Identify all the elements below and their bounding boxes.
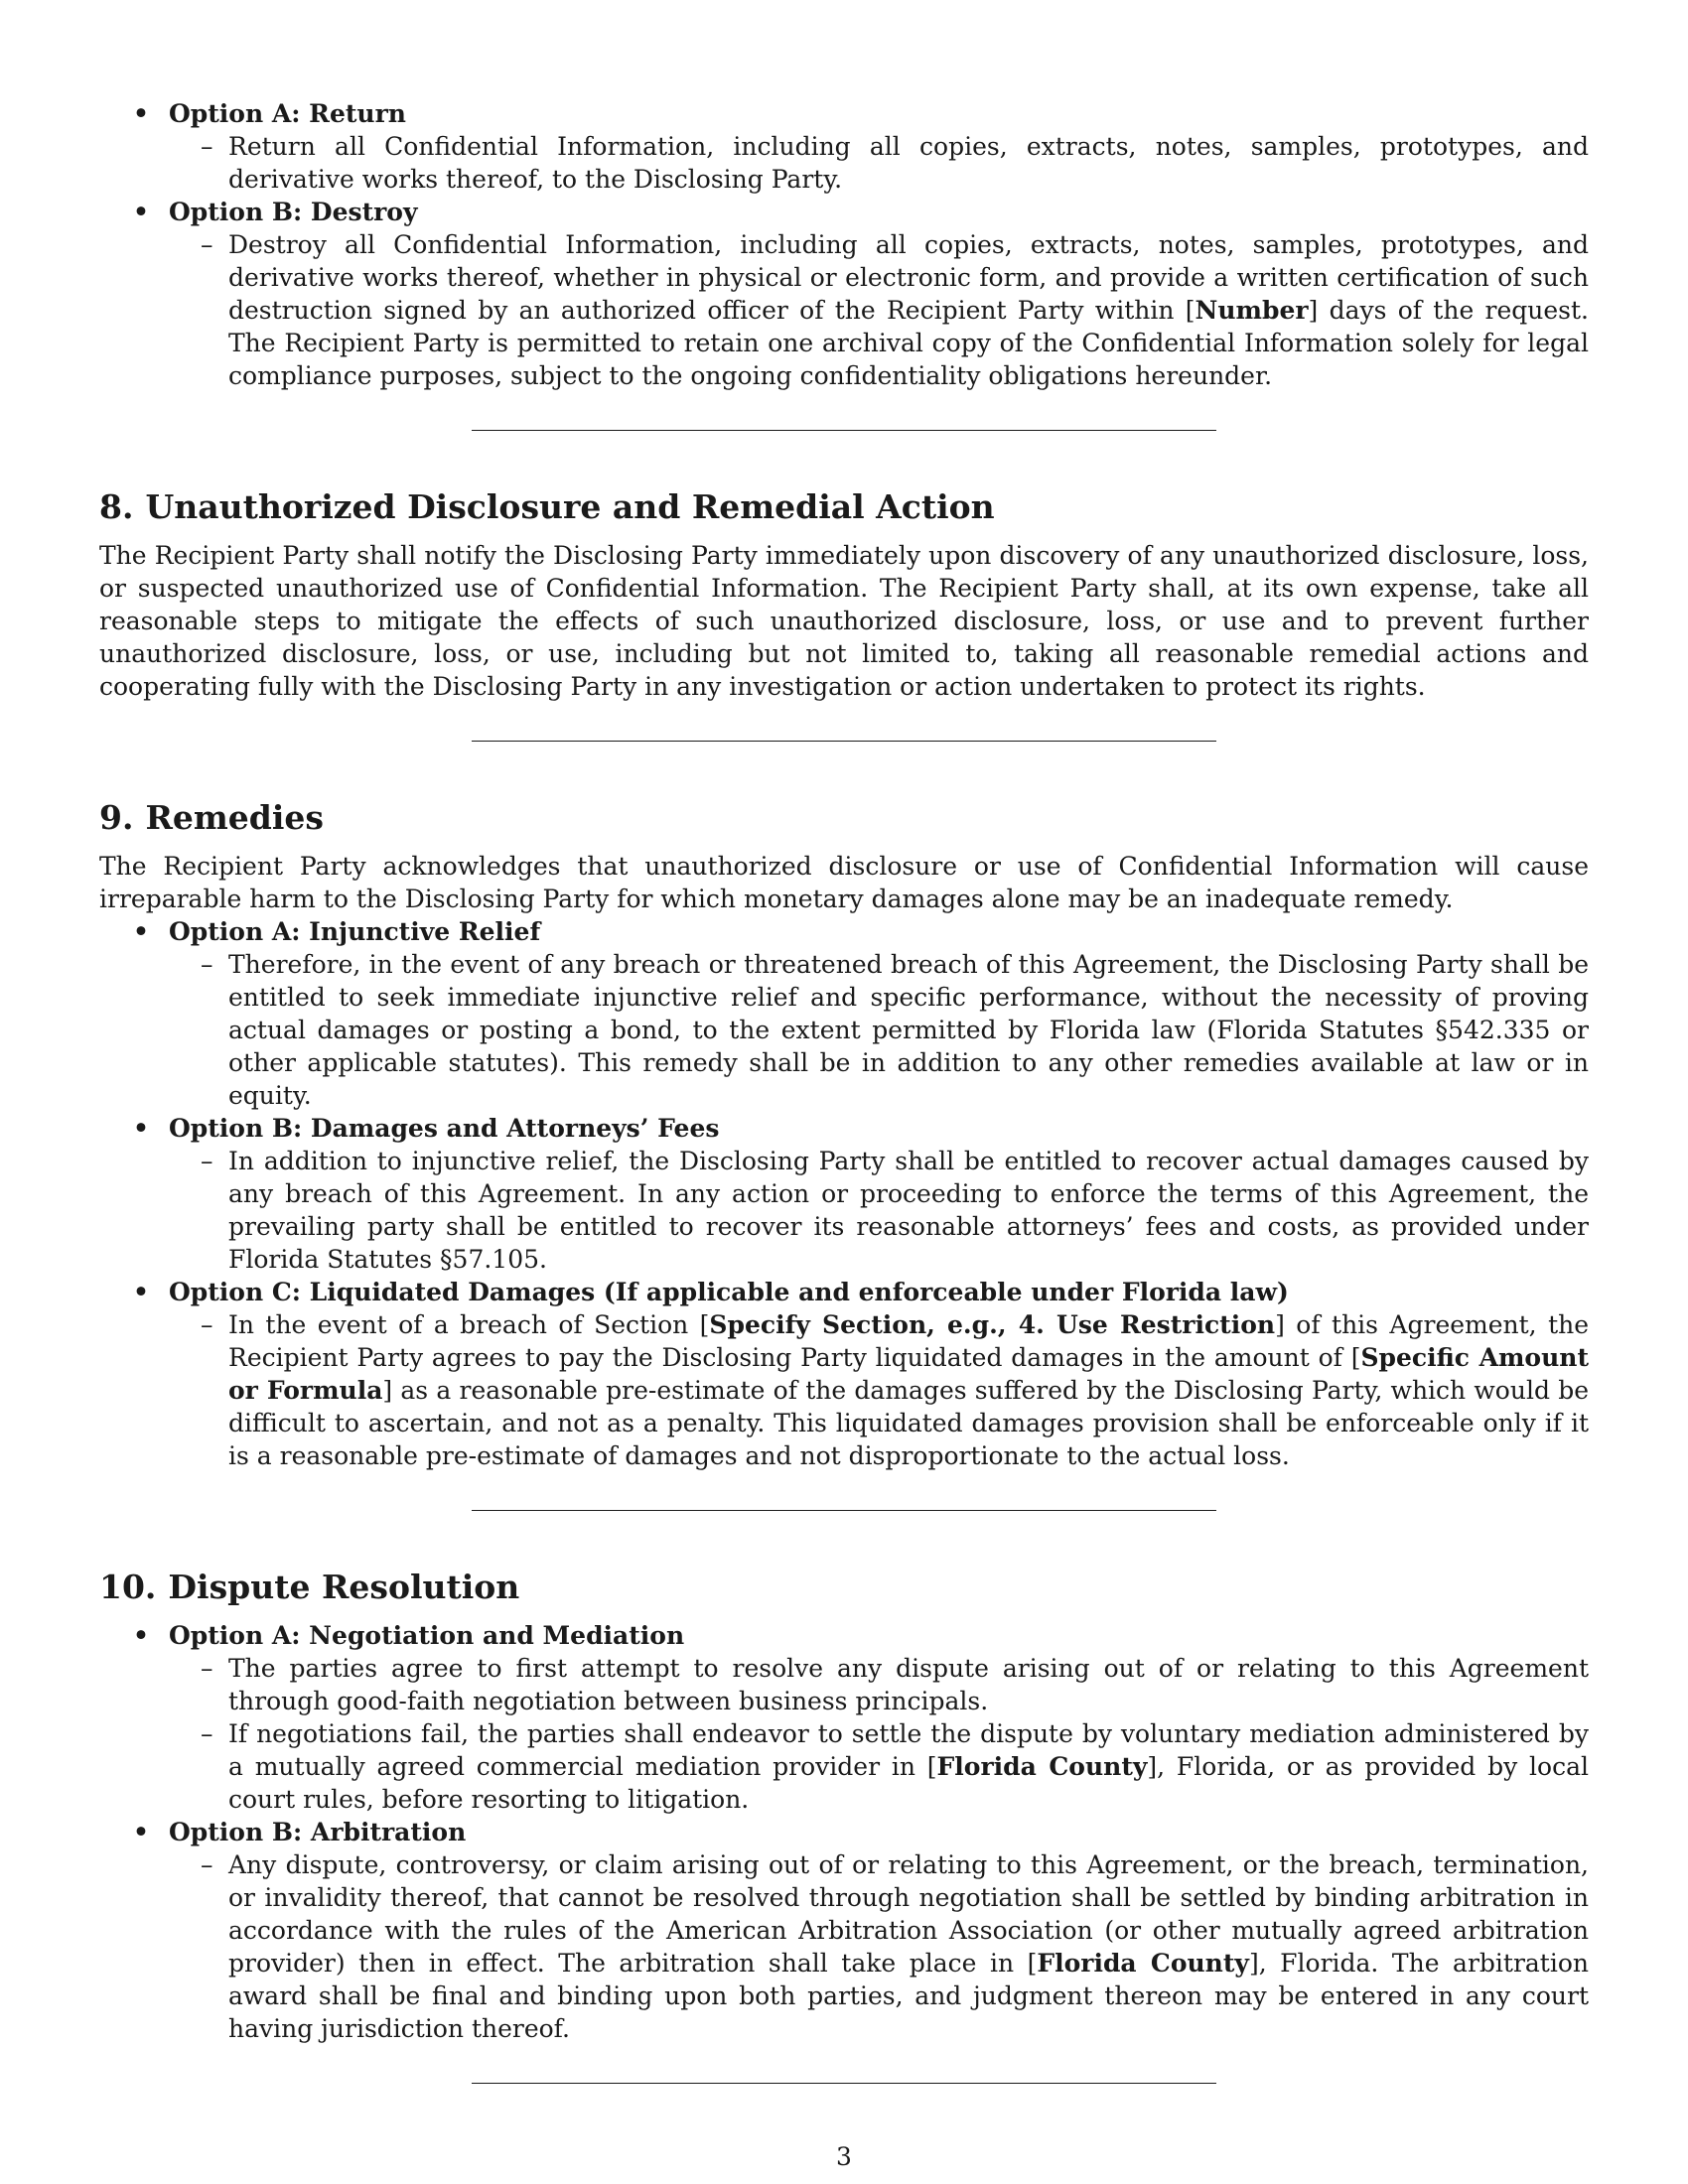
bullet: •	[133, 917, 149, 946]
option-title: Option C: Liquidated Damages (If applicable and enforceable under Florida law)	[169, 1278, 1289, 1306]
dash: –	[201, 230, 213, 259]
section-heading: 9. Remedies	[99, 798, 324, 837]
dash: –	[201, 950, 213, 979]
dash: –	[201, 1850, 213, 1879]
section-divider	[472, 2083, 1216, 2084]
bullet: •	[133, 198, 149, 226]
section-7-options	[99, 97, 1589, 392]
option-arbitration	[99, 1816, 1589, 2045]
option-destroy	[99, 196, 1589, 392]
bullet: •	[133, 99, 149, 128]
option-item: – Any dispute, controversy, or claim arising out of or relating to this Agreement, or the breach, termination, or invalidity thereof, that cannot be resolved through negotiation shall be settled by binding arbitration in accordance with the rules of the American Arbitration Association (or other mutually agreed arbitration provider) then in effect. The arbitration shall take place in [Florida County], Florida. The arbitration award shall be final and binding upon both parties, and judgment thereon may be entered in any court having jurisdiction thereof.	[201, 1850, 1589, 2043]
option-item: – Destroy all Confidential Information, including all copies, extracts, notes, samples, prototypes, and derivative works thereof, whether in physical or electronic form, and provide a written certification of such destruction signed by an authorized officer of the Recipient Party within [Number] days of the request. The Recipient Party is permitted to retain one archival copy of the Confidential Information solely for legal compliance purposes, subject to the ongoing confidentiality obligations hereunder.	[201, 230, 1589, 390]
option-title: Option A: Injunctive Relief	[169, 917, 541, 946]
option-liquidated-damages	[99, 1276, 1589, 1472]
option-title: Option B: Damages and Attorneys’ Fees	[169, 1114, 720, 1143]
bullet: •	[133, 1278, 149, 1306]
section-heading: 8. Unauthorized Disclosure and Remedial Action	[99, 487, 995, 526]
section-9-options	[99, 915, 1589, 1472]
dash: –	[201, 1719, 213, 1748]
option-item: – If negotiations fail, the parties shall endeavor to settle the dispute by voluntary mediation administered by a mutually agreed commercial mediation provider in [Florida County], Florida, or as provided by local court rules, before resorting to litigation.	[201, 1719, 1589, 1814]
option-item: – Return all Confidential Information, including all copies, extracts, notes, samples, prototypes, and derivative works thereof, to the Disclosing Party.	[201, 132, 1589, 194]
placeholder-amount: Specific Amount or Formula	[228, 1343, 1589, 1405]
dash: –	[201, 132, 213, 161]
document-page	[99, 97, 1589, 2084]
placeholder-county: Florida County	[1037, 1949, 1249, 1978]
dash: –	[201, 1310, 213, 1339]
page-number: 3	[836, 2142, 852, 2171]
section-10-options	[99, 1619, 1589, 2045]
option-item: – The parties agree to first attempt to resolve any dispute arising out of or relating to this Agreement through good-faith negotiation between business principals.	[201, 1654, 1589, 1715]
section-8-body: The Recipient Party shall notify the Disclosing Party immediately upon discovery of any unauthorized disclosure, loss, or suspected unauthorized use of Confidential Information. The Recipient Party shall, at its own expense, take all reasonable steps to mitigate the effects of such unauthorized disclosure, loss, or use and to prevent further unauthorized disclosure, loss, or use, including but not limited to, taking all reasonable remedial actions and cooperating fully with the Disclosing Party in any investigation or action undertaken to protect its rights.	[99, 541, 1589, 701]
option-return	[99, 97, 1589, 196]
option-item: – In the event of a breach of Section [Specify Section, e.g., 4. Use Restriction] of this Agreement, the Recipient Party agrees to pay the Disclosing Party liquidated damages in the amount of [Specific Amount or Formula] as a reasonable pre-estimate of the damages suffered by the Disclosing Party, which would be difficult to ascertain, and not as a penalty. This liquidated damages provision shall be enforceable only if it is a reasonable pre-estimate of damages and not disproportionate to the actual loss.	[201, 1310, 1590, 1470]
option-title: Option B: Arbitration	[169, 1818, 467, 1846]
section-heading: 10. Dispute Resolution	[99, 1568, 520, 1606]
option-title: Option A: Return	[169, 99, 406, 128]
option-injunctive-relief	[99, 915, 1589, 1112]
bullet: •	[133, 1621, 149, 1650]
placeholder-number: Number	[1195, 296, 1309, 325]
section-9-intro: The Recipient Party acknowledges that unauthorized disclosure or use of Confidential Information will cause irreparable harm to the Disclosing Party for which monetary damages alone may be an inadequate remedy.	[99, 852, 1589, 913]
option-item: – Therefore, in the event of any breach or threatened breach of this Agreement, the Disclosing Party shall be entitled to seek immediate injunctive relief and specific performance, without the necessity of proving actual damages or posting a bond, to the extent permitted by Florida law (Florida Statutes §542.335 or other applicable statutes). This remedy shall be in addition to any other remedies available at law or in equity.	[201, 950, 1589, 1110]
option-damages-fees	[99, 1112, 1589, 1276]
dash: –	[201, 1147, 213, 1175]
option-title: Option B: Destroy	[169, 198, 418, 226]
bullet: •	[133, 1818, 149, 1846]
placeholder-county: Florida County	[936, 1752, 1148, 1781]
bullet: •	[133, 1114, 149, 1143]
option-title: Option A: Negotiation and Mediation	[169, 1621, 685, 1650]
option-negotiation-mediation	[99, 1619, 1589, 1816]
option-item: – In addition to injunctive relief, the Disclosing Party shall be entitled to recover actual damages caused by any breach of this Agreement. In any action or proceeding to enforce the terms of this Agreement, the prevailing party shall be entitled to recover its reasonable attorneys’ fees and costs, as provided under Florida Statutes §57.105.	[201, 1147, 1589, 1274]
dash: –	[201, 1654, 213, 1683]
placeholder-section: Specify Section, e.g., 4. Use Restriction	[709, 1310, 1276, 1339]
